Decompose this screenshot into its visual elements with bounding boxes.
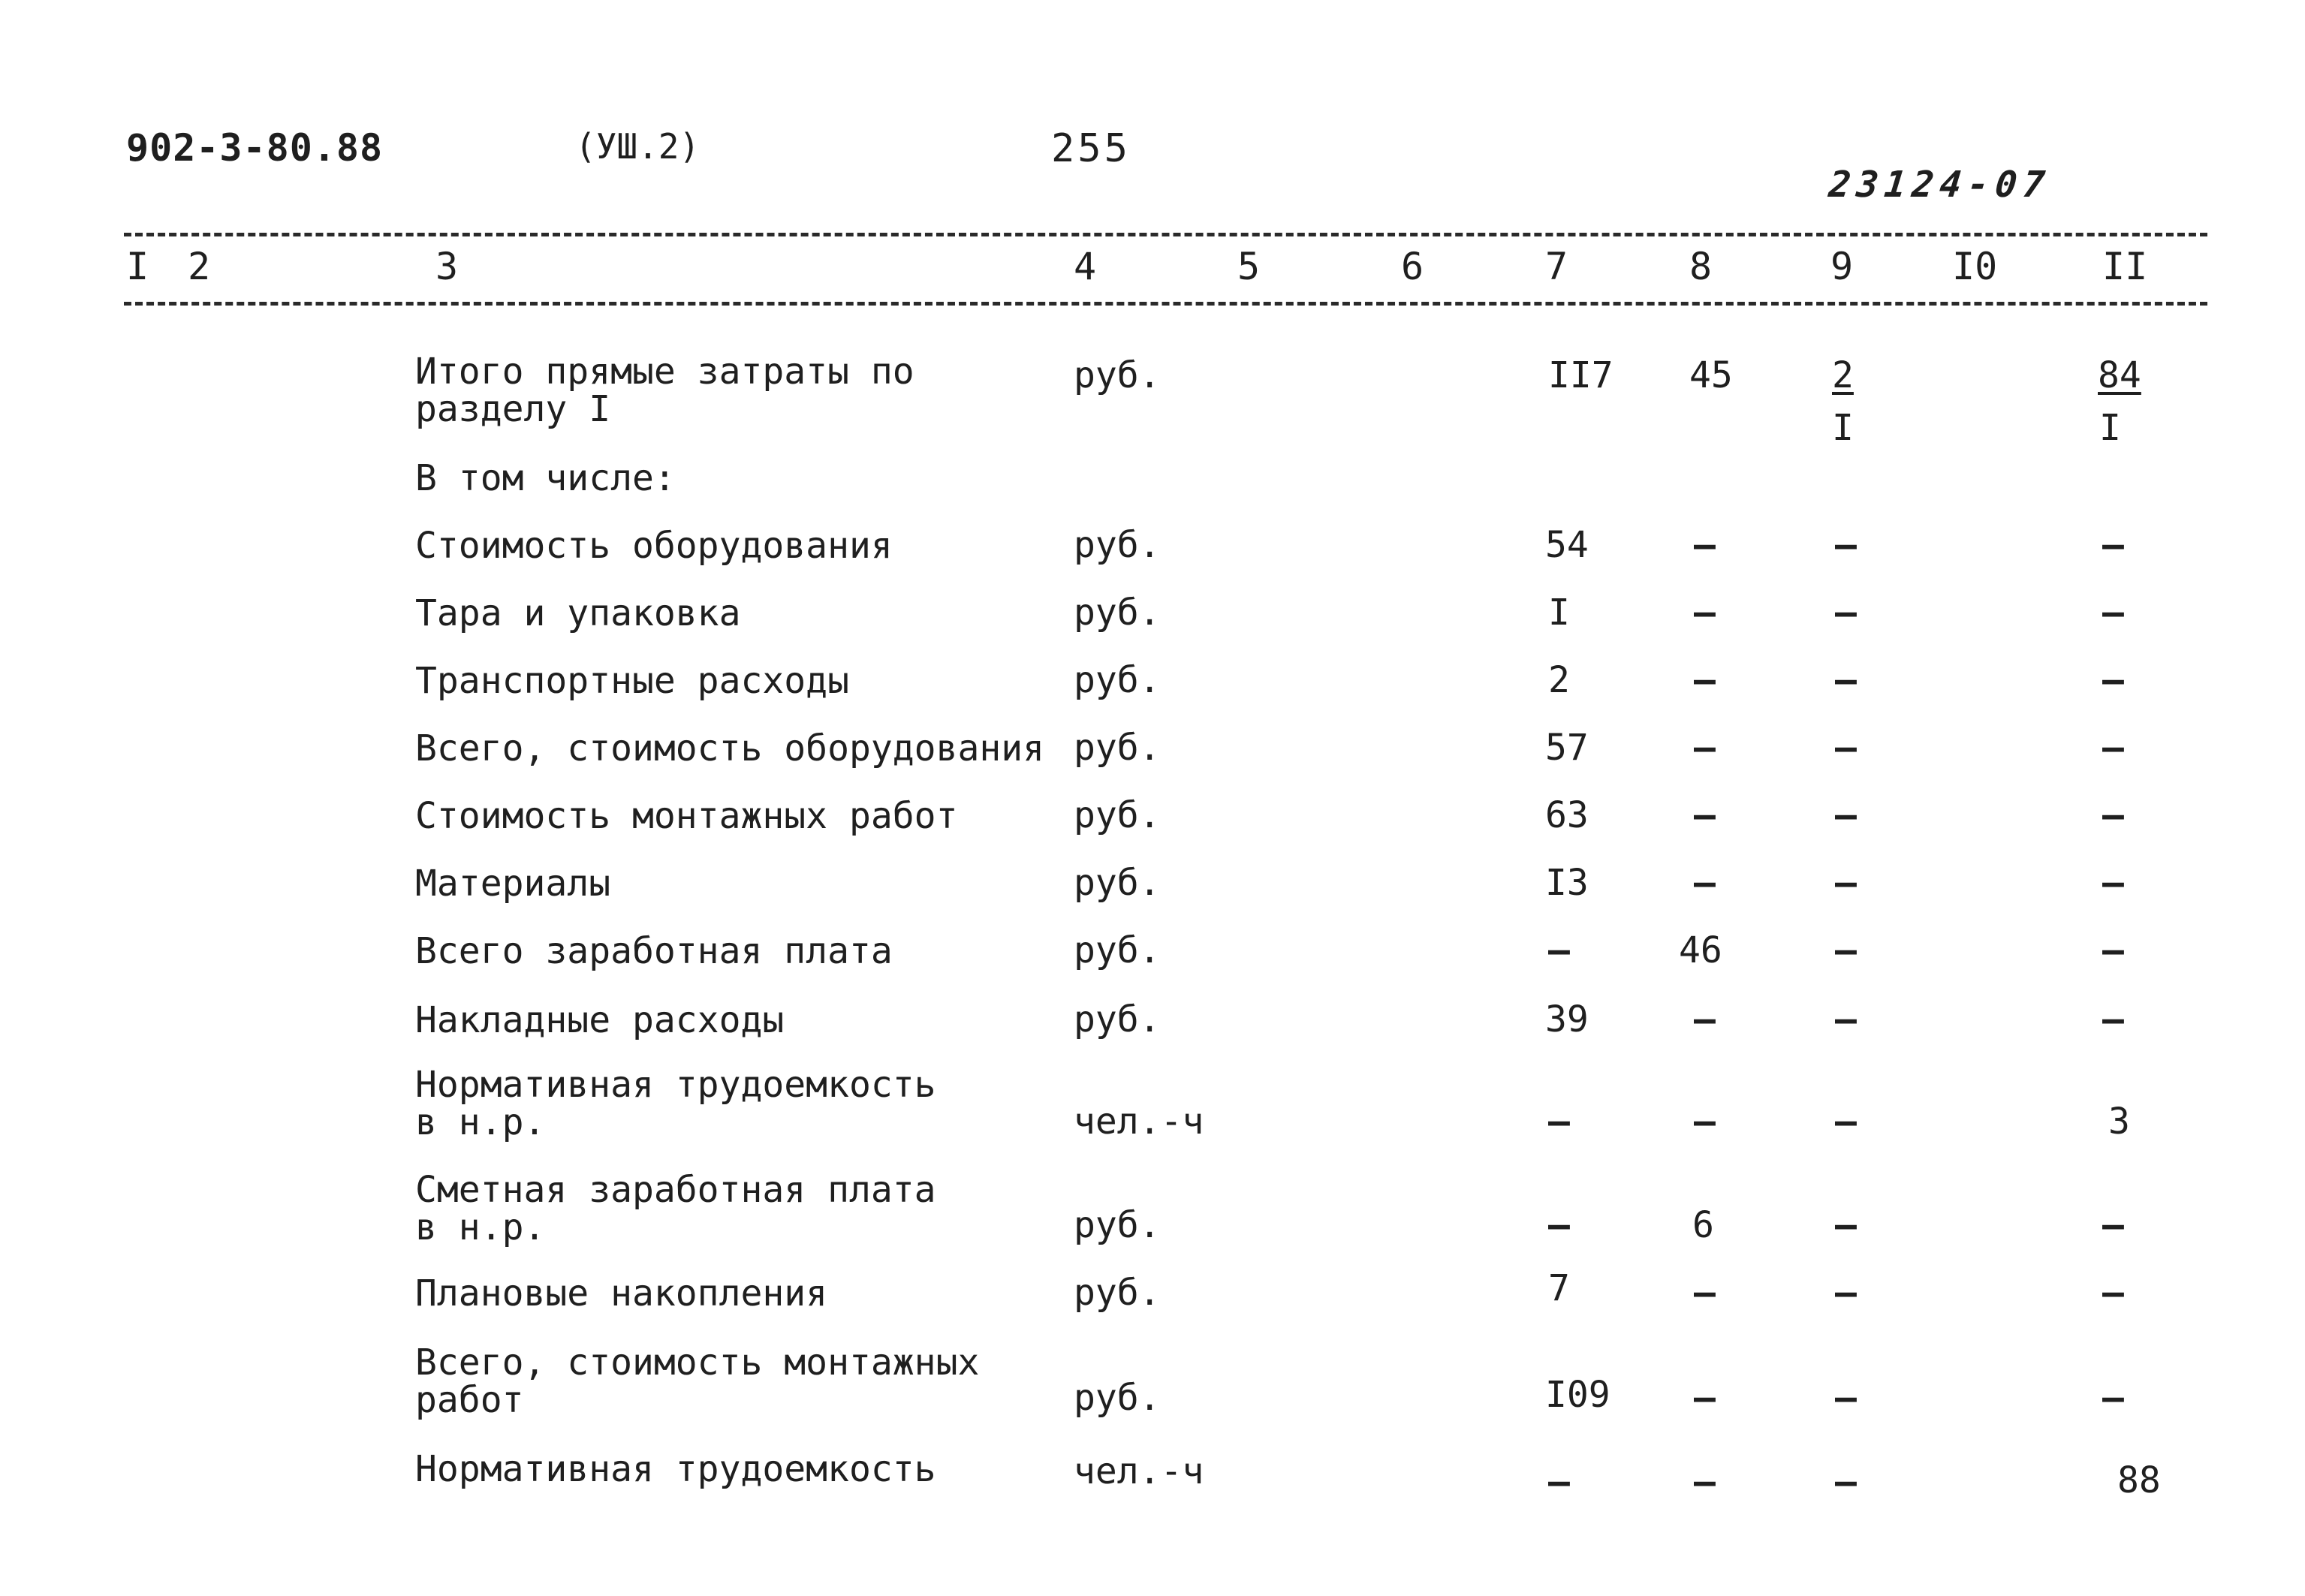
section-label: В том числе: [415,457,676,499]
table-cell-unit: руб. [1074,592,1161,634]
col-header-3: 3 [435,245,459,288]
table-cell-col9: – [1835,1272,1857,1314]
table-cell-col7: – [1548,1461,1570,1503]
col-header-8: 8 [1689,245,1713,288]
table-cell-col11-numerator: 84 [2098,354,2141,396]
table-cell-col8: – [1694,1101,1716,1143]
table-cell-col11: – [2102,524,2124,566]
table-cell-col7: I [1548,592,1570,634]
col-header-4: 4 [1074,245,1097,288]
table-cell-col11: – [2102,1377,2124,1419]
table-cell-col8: – [1694,1377,1716,1419]
label-line: Нормативная трудоемкость [415,1064,936,1106]
table-row-label [415,353,914,428]
table-cell-col7: 54 [1545,524,1589,566]
table-cell-col7: – [1548,1204,1570,1246]
table-cell-unit: руб. [1074,354,1161,396]
table-cell-unit: руб. [1074,1272,1161,1314]
col-header-5: 5 [1237,245,1261,288]
table-cell-col7: – [1548,929,1570,971]
table-row-label [415,1066,936,1141]
col-header-6: 6 [1401,245,1424,288]
table-row-label: Материалы [415,863,611,905]
table-row-label [415,1344,979,1419]
table-row-label: Тара и упаковка [415,592,741,634]
table-cell-col11: 3 [2108,1101,2130,1143]
table-cell-col8: – [1694,862,1716,904]
table-row-label: Стоимость оборудования [415,525,893,567]
col-header-11: II [2102,245,2148,288]
table-cell-col11: – [2102,1204,2124,1246]
sheet-code: 23124-07 [1827,164,2053,206]
label-line: Всего, стоимость монтажных [415,1342,980,1384]
table-cell-col9: – [1835,1461,1857,1503]
table-cell-col11-denominator: I [2099,407,2121,449]
col-header-9: 9 [1830,245,1854,288]
table-cell-col11: 88 [2117,1459,2161,1501]
table-cell-unit: руб. [1074,1377,1161,1419]
table-cell-col11: – [2102,727,2124,769]
table-cell-unit: чел.-ч [1074,1101,1204,1143]
document-code: 902-3-80.88 [126,126,384,170]
table-cell-col9: – [1835,998,1857,1040]
table-cell-col8: – [1694,659,1716,701]
table-cell-col9: – [1835,592,1857,634]
table-cell-col7: 57 [1545,727,1589,769]
table-cell-col7: 63 [1545,794,1589,836]
table-cell-col11: – [2102,998,2124,1040]
table-cell-unit: руб. [1074,1204,1161,1246]
table-cell-col7: 7 [1548,1267,1570,1309]
table-row-label: Транспортные расходы [415,660,849,702]
table-cell-col11: – [2102,1272,2124,1314]
table-cell-col8: 45 [1689,354,1733,396]
table-cell-col9: – [1835,929,1857,971]
table-cell-col9-numerator: 2 [1832,354,1854,396]
table-cell-unit: руб. [1074,659,1161,701]
table-cell-col7: I3 [1545,862,1589,904]
header-bottom-rule [124,302,2207,306]
col-header-7: 7 [1545,245,1568,288]
table-cell-col9: – [1835,1204,1857,1246]
table-cell-col11: – [2102,862,2124,904]
table-cell-unit: чел.-ч [1074,1450,1204,1492]
table-row-label: Плановые накопления [415,1272,828,1314]
table-cell-col8: 46 [1679,929,1722,971]
table-cell-col11: – [2102,794,2124,836]
table-cell-col9: – [1835,1377,1857,1419]
label-line: в н.р. [415,1101,546,1143]
col-header-1: I [126,245,149,288]
page-number: 255 [1051,126,1131,171]
table-cell-col8: – [1694,524,1716,566]
table-cell-col9: – [1835,524,1857,566]
table-cell-col8: – [1694,1461,1716,1503]
table-row-label: Всего заработная плата [415,930,893,972]
table-cell-col11: – [2102,929,2124,971]
table-cell-col8: – [1694,1272,1716,1314]
table-cell-col9: – [1835,794,1857,836]
table-row-label: Стоимость монтажных работ [415,795,958,837]
label-line: Итого прямые затраты по [415,351,914,393]
table-cell-unit: руб. [1074,727,1161,769]
table-cell-unit: руб. [1074,862,1161,904]
table-row-label [415,1171,936,1246]
table-cell-col7: 2 [1548,659,1570,701]
label-line: разделу I [415,388,611,430]
table-cell-col8: – [1694,727,1716,769]
table-cell-col9: – [1835,1101,1857,1143]
table-row-label: Всего, стоимость оборудования [415,727,1045,769]
table-cell-col8: 6 [1692,1204,1714,1246]
table-cell-col7: II7 [1548,354,1614,396]
table-cell-col9: – [1835,862,1857,904]
col-header-10: I0 [1952,245,1998,288]
table-cell-unit: руб. [1074,524,1161,566]
col-header-2: 2 [188,245,211,288]
table-cell-col7: – [1548,1101,1570,1143]
table-cell-col11: – [2102,659,2124,701]
table-cell-col9: – [1835,727,1857,769]
table-cell-col9-denominator: I [1832,407,1854,449]
label-line: в н.р. [415,1206,546,1248]
header-top-rule [124,233,2207,236]
table-cell-col8: – [1694,998,1716,1040]
label-line: работ [415,1379,524,1421]
table-row-label: Накладные расходы [415,999,785,1041]
table-cell-col7: 39 [1545,998,1589,1040]
table-row-label: Нормативная трудоемкость [415,1448,936,1490]
label-line: Сметная заработная плата [415,1169,936,1211]
table-cell-unit: руб. [1074,794,1161,836]
table-cell-unit: руб. [1074,998,1161,1040]
table-cell-col8: – [1694,794,1716,836]
table-cell-col9: – [1835,659,1857,701]
table-cell-col8: – [1694,592,1716,634]
volume-label: (УШ.2) [575,126,701,167]
table-cell-unit: руб. [1074,929,1161,971]
table-cell-col7: I09 [1545,1374,1610,1416]
table-cell-col11: – [2102,592,2124,634]
